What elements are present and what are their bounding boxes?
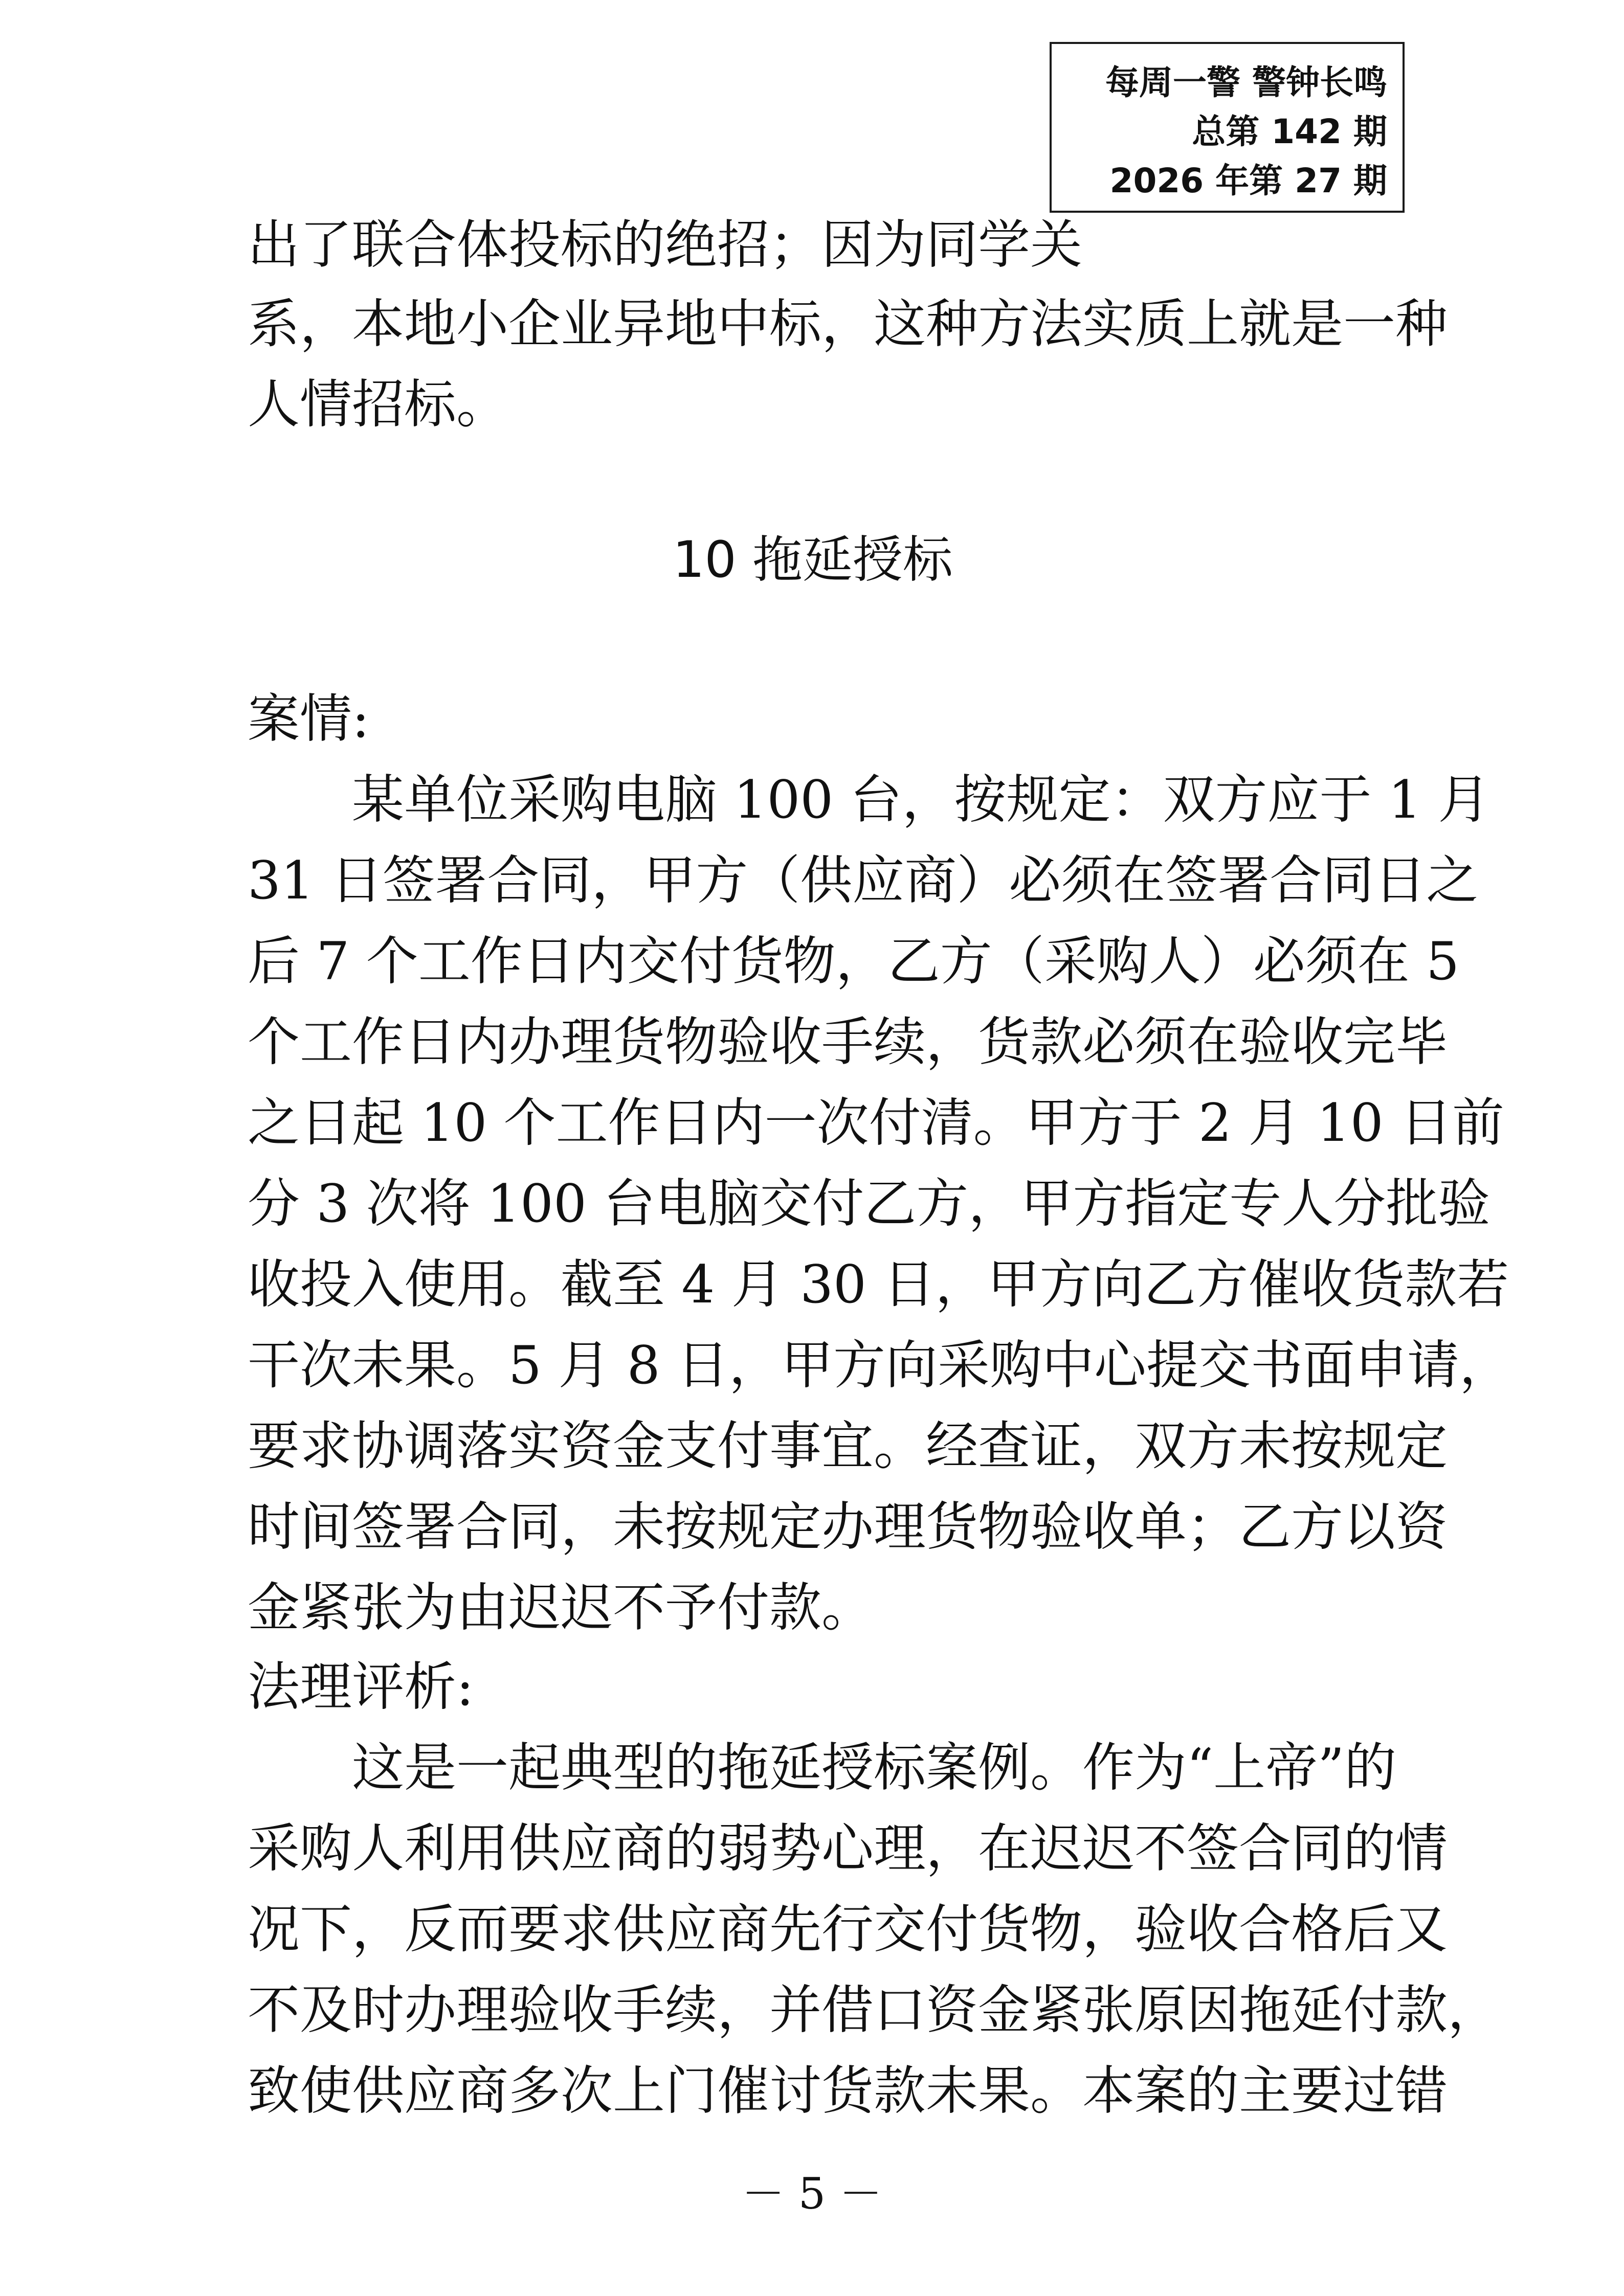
continuation-line: 系，本地小企业异地中标，这种方法实质上就是一种	[248, 294, 1448, 355]
header-slogan: 每周一警 警钟长鸣	[1105, 63, 1387, 102]
analysis-line: 采购人利用供应商的弱势心理，在迟迟不签合同的情	[248, 1818, 1448, 1879]
case-line: 时间签署合同，未按规定办理货物验收单；乙方以资	[248, 1497, 1448, 1558]
analysis-label: 法理评析:	[248, 1657, 474, 1718]
analysis-line: 致使供应商多次上门催讨货款未果。本案的主要过错	[248, 2061, 1448, 2122]
case-label: 案情:	[248, 689, 370, 750]
case-line: 某单位采购电脑 100 台，按规定：双方应于 1 月	[248, 770, 1490, 830]
page-number: － 5 －	[742, 2169, 882, 2219]
case-line: 31 日签署合同，甲方（供应商）必须在签署合同日之	[248, 850, 1479, 911]
continuation-line: 人情招标。	[248, 374, 508, 435]
case-line: 分 3 次将 100 台电脑交付乙方，甲方指定专人分批验	[248, 1174, 1490, 1234]
case-line: 之日起 10 个工作日内一次付清。甲方于 2 月 10 日前	[248, 1093, 1505, 1154]
case-line: 要求协调落实资金支付事宜。经查证，双方未按规定	[248, 1416, 1448, 1477]
case-line: 收投入使用。截至 4 月 30 日，甲方向乙方催收货款若	[248, 1254, 1509, 1315]
header-total-issue: 总第 142 期	[1192, 112, 1387, 151]
case-line: 干次未果。5 月 8 日，甲方向采购中心提交书面申请，	[248, 1335, 1512, 1396]
header-year-issue: 2026 年第 27 期	[1109, 161, 1387, 200]
section-title: 10 拖延授标	[673, 531, 953, 589]
case-line: 金紧张为由迟迟不予付款。	[248, 1578, 874, 1638]
analysis-line: 不及时办理验收手续，并借口资金紧张原因拖延付款，	[248, 1980, 1500, 2041]
continuation-line: 出了联合体投标的绝招；因为同学关	[248, 215, 1082, 276]
analysis-line: 况下，反而要求供应商先行交付货物，验收合格后又	[248, 1899, 1448, 1960]
analysis-line: 这是一起典型的拖延授标案例。作为“上帝”的	[248, 1738, 1397, 1798]
case-line: 后 7 个工作日内交付货物，乙方（采购人）必须在 5	[248, 931, 1460, 992]
issue-header-box	[1050, 42, 1405, 213]
case-line: 个工作日内办理货物验收手续，货款必须在验收完毕	[248, 1012, 1448, 1073]
